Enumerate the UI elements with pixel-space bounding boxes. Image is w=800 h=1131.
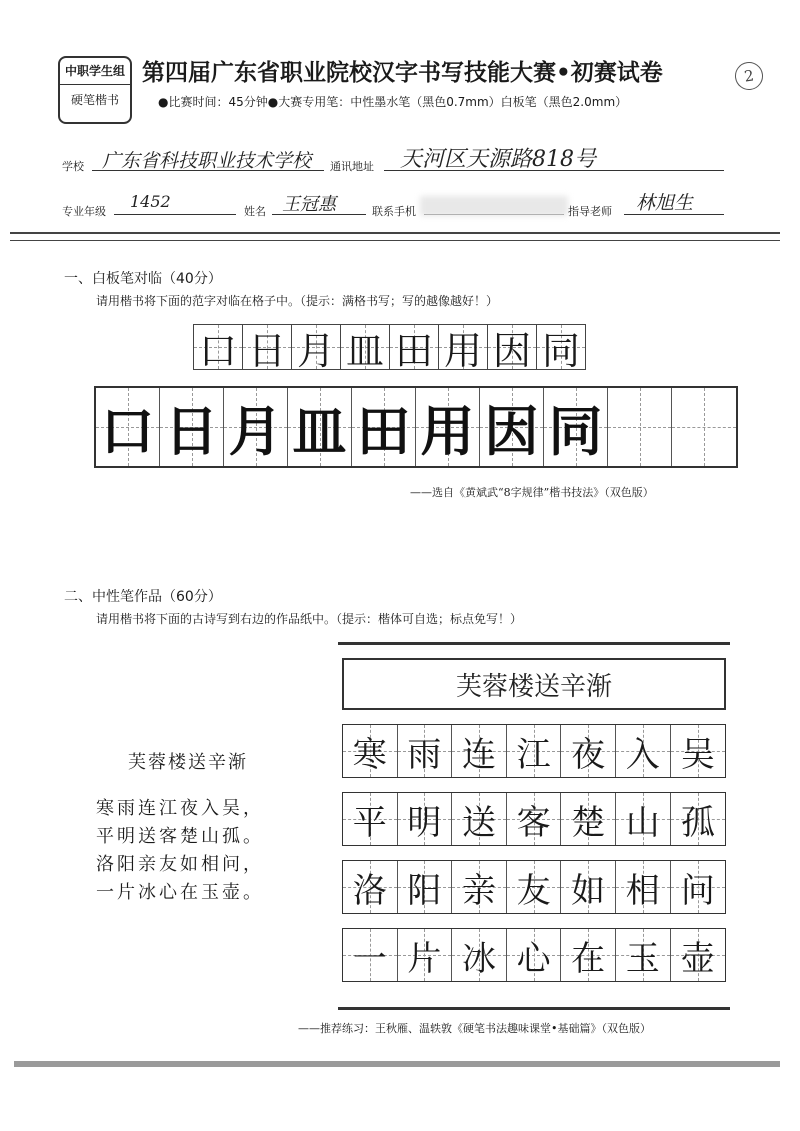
name-label: 姓名 <box>244 205 266 218</box>
work-char: 玉 <box>625 938 660 979</box>
work-cell[interactable] <box>616 929 671 981</box>
work-char: 问 <box>680 870 715 911</box>
model-char: 月 <box>228 398 283 463</box>
work-cell[interactable] <box>452 793 507 845</box>
work-cell[interactable] <box>616 725 671 777</box>
model-cell <box>160 388 224 466</box>
model-char: 口 <box>100 398 155 463</box>
work-char: 明 <box>407 802 442 843</box>
work-cell[interactable] <box>452 725 507 777</box>
section2-heading: 二、中性笔作品（60分） <box>64 589 222 605</box>
practice-char: 田 <box>394 328 433 373</box>
work-char: 连 <box>461 734 496 775</box>
work-cell[interactable] <box>671 929 726 981</box>
work-cell[interactable] <box>343 929 398 981</box>
work-char: 入 <box>625 734 660 775</box>
badge-category-label: 硬笔楷书 <box>70 93 119 107</box>
practice-cell[interactable] <box>438 324 488 373</box>
work-cell[interactable] <box>507 861 562 913</box>
work-cell[interactable] <box>507 929 562 981</box>
work-cell[interactable] <box>398 929 453 981</box>
model-char: 田 <box>356 398 411 463</box>
group-badge <box>58 56 132 124</box>
model-char: 因 <box>484 398 539 463</box>
model-grid <box>94 386 738 468</box>
poem-title: 芙蓉楼送辛渐 <box>128 752 248 773</box>
poem-line: 平明送客楚山孤。 <box>96 826 264 847</box>
phone-redaction <box>420 196 568 216</box>
work-char: 夜 <box>571 734 606 775</box>
practice-char: 同 <box>541 328 580 373</box>
page-mark: 2 <box>733 60 765 92</box>
section1-heading: 一、白板笔对临（40分） <box>64 271 222 287</box>
phone-label: 联系手机 <box>372 205 416 218</box>
work-char: 如 <box>571 870 606 911</box>
practice-cell[interactable] <box>536 324 586 373</box>
poem-line: 洛阳亲友如相问， <box>96 854 264 875</box>
model-cell <box>288 388 352 466</box>
work-cell[interactable] <box>507 793 562 845</box>
section1-instruction: 请用楷书将下面的范字对临在格子中。（提示：满格书写；写的越像越好！） <box>96 294 499 308</box>
practice-cell[interactable] <box>242 324 292 373</box>
work-char: 送 <box>461 802 496 843</box>
model-cell <box>352 388 416 466</box>
work-cell[interactable] <box>343 725 398 777</box>
section1-citation: ——选自《黄斌武“8字规律”楷书技法》（双色版） <box>410 486 654 499</box>
work-title: 芙蓉楼送辛渐 <box>455 671 612 702</box>
work-cell[interactable] <box>616 793 671 845</box>
model-char: 用 <box>420 398 475 463</box>
model-char: 同 <box>548 398 603 463</box>
grade-label: 专业年级 <box>62 205 106 218</box>
footer-divider <box>14 1061 780 1067</box>
work-char: 山 <box>625 802 660 843</box>
work-char: 一 <box>352 938 387 979</box>
model-cell <box>608 388 672 466</box>
model-cell <box>224 388 288 466</box>
work-row <box>342 860 726 914</box>
work-row <box>342 724 726 778</box>
work-char: 寒 <box>352 734 387 775</box>
practice-cell[interactable] <box>291 324 341 373</box>
work-char: 片 <box>407 938 442 979</box>
work-char: 雨 <box>407 734 442 775</box>
exam-subtitle: ●比赛时间：45分钟●大赛专用笔：中性墨水笔（黑色0.7mm）白板笔（黑色2.0mm） <box>158 95 628 109</box>
model-char: 皿 <box>292 398 347 463</box>
work-cell[interactable] <box>398 861 453 913</box>
work-char: 相 <box>625 870 660 911</box>
model-char: 日 <box>164 398 219 463</box>
work-cell[interactable] <box>398 725 453 777</box>
model-cell <box>544 388 608 466</box>
work-cell[interactable] <box>671 793 726 845</box>
work-char: 亲 <box>461 870 496 911</box>
work-cell[interactable] <box>452 861 507 913</box>
work-char: 洛 <box>352 870 387 911</box>
practice-char: 用 <box>443 328 482 373</box>
model-cell <box>96 388 160 466</box>
practice-cell[interactable] <box>487 324 537 373</box>
work-cell[interactable] <box>561 793 616 845</box>
model-cell <box>480 388 544 466</box>
model-cell <box>672 388 736 466</box>
work-char: 在 <box>571 938 606 979</box>
model-cell <box>416 388 480 466</box>
work-cell[interactable] <box>561 725 616 777</box>
header-divider <box>10 232 780 241</box>
work-cell[interactable] <box>343 793 398 845</box>
work-char: 友 <box>516 870 551 911</box>
grade-value: 1452 <box>130 192 171 211</box>
section2-instruction: 请用楷书将下面的古诗写到右边的作品纸中。（提示：楷体可自选；标点免写！） <box>96 612 523 626</box>
school-value: 广东省科技职业技术学校 <box>102 150 312 172</box>
practice-cell[interactable] <box>340 324 390 373</box>
work-cell[interactable] <box>671 725 726 777</box>
work-char: 平 <box>352 802 387 843</box>
teacher-value: 林旭生 <box>636 192 694 214</box>
school-label: 学校 <box>62 160 84 173</box>
teacher-label: 指导老师 <box>568 205 612 218</box>
work-cell[interactable] <box>343 861 398 913</box>
work-char: 冰 <box>461 938 496 979</box>
work-cell[interactable] <box>452 929 507 981</box>
work-char: 阳 <box>407 870 442 911</box>
practice-char: 皿 <box>345 328 384 373</box>
work-char: 吴 <box>680 734 715 775</box>
work-cell[interactable] <box>398 793 453 845</box>
work-char: 壶 <box>680 938 715 979</box>
practice-char: 口 <box>198 328 237 373</box>
practice-cell[interactable] <box>193 324 243 373</box>
address-value: 天河区天源路818号 <box>400 147 596 172</box>
work-char: 心 <box>516 938 551 979</box>
practice-cell[interactable] <box>389 324 439 373</box>
work-row <box>342 792 726 846</box>
name-value: 王冠惠 <box>282 194 336 215</box>
section2-citation: ——推荐练习：王秋雁、温轶敦《硬笔书法趣味课堂•基础篇》（双色版） <box>298 1022 651 1035</box>
work-char: 楚 <box>571 802 606 843</box>
work-char: 客 <box>516 802 551 843</box>
exam-title: 第四届广东省职业院校汉字书写技能大赛•初赛试卷 <box>142 60 663 86</box>
work-cell[interactable] <box>507 725 562 777</box>
practice-grid <box>194 324 586 373</box>
work-char: 孤 <box>680 802 715 843</box>
practice-char: 月 <box>296 328 335 373</box>
poem-line: 一片冰心在玉壶。 <box>96 882 264 903</box>
practice-char: 因 <box>492 328 531 373</box>
work-char: 江 <box>516 734 551 775</box>
work-row <box>342 928 726 982</box>
work-title-box[interactable] <box>342 658 726 710</box>
poem-line: 寒雨连江夜入吴， <box>96 798 264 819</box>
practice-char: 日 <box>247 328 286 373</box>
badge-group-label: 中职学生组 <box>60 58 130 85</box>
work-cell[interactable] <box>561 929 616 981</box>
work-cell[interactable] <box>671 861 726 913</box>
work-cell[interactable] <box>616 861 671 913</box>
address-label: 通讯地址 <box>330 160 374 173</box>
work-cell[interactable] <box>561 861 616 913</box>
